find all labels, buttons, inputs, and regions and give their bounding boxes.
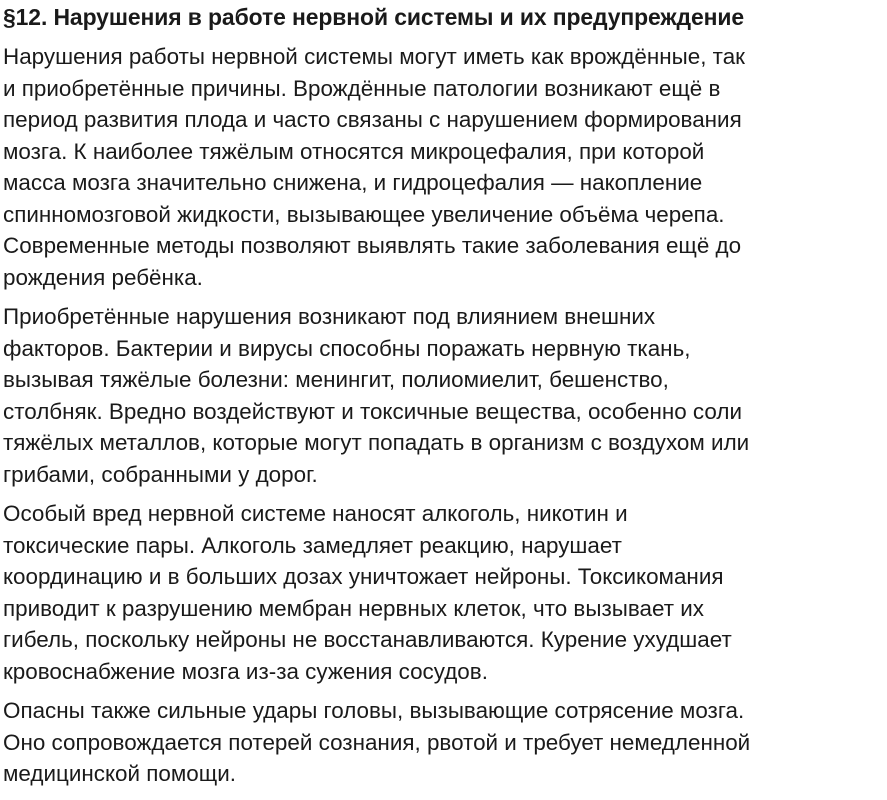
text-line: приводит к разрушению мембран нервных клеток, что вызывает их [3,595,704,621]
text-line: вызывая тяжёлые болезни: менингит, полиомиелит, бешенство, [3,367,669,392]
text-line: грибами, собранными у дорог. [3,461,318,487]
text-line: и приобретённые причины. Врождённые патологии возникают ещё в [3,75,721,101]
text-line: гибель, поскольку нейроны не восстанавливаются. Курение ухудшает [3,627,732,652]
text-line: Особый вред нервной системе наносят алкоголь, никотин и [3,501,628,526]
text-line: тяжёлых металлов, которые могут попадать в организм с воздухом или [3,430,750,455]
text-line: Оно сопровождается потерей сознания, рвотой и требует немедленной [3,729,751,755]
paragraph-injuries [3,695,887,790]
text-line: рождения ребёнка. [3,264,203,290]
text-line: Опасны также сильные удары головы, вызывающие сотрясение мозга. [3,698,745,723]
paragraph-substances [3,498,887,687]
text-line: токсические пары. Алкоголь замедляет реакцию, нарушает [3,532,622,558]
text-line: масса мозга значительно снижена, и гидроцефалия — накопление [3,170,703,195]
text-line: Нарушения работы нервной системы могут иметь как врождённые, так [3,44,745,69]
paragraph-acquired [3,301,887,490]
text-line: Современные методы позволяют выявлять такие заболевания ещё до [3,233,742,258]
text-line: спинномозговой жидкости, вызывающее увеличение объёма черепа. [3,201,725,227]
text-line: Приобретённые нарушения возникают под влиянием внешних [3,304,656,329]
section-title: §12. Нарушения в работе нервной системы и их предупреждение [3,4,745,30]
text-line: столбняк. Вредно воздействуют и токсичные вещества, особенно соли [3,398,742,424]
text-line: координацию и в больших дозах уничтожает нейроны. Токсикомания [3,564,724,589]
text-line: факторов. Бактерии и вирусы способны поражать нервную ткань, [3,335,691,361]
text-line: период развития плода и часто связаны с нарушением формирования [3,107,742,132]
paragraph-congenital [3,41,887,293]
text-line: мозга. К наиболее тяжёлым относятся микроцефалия, при которой [3,138,705,164]
text-line: кровоснабжение мозга из-за сужения сосудов. [3,658,488,684]
text-line: медицинской помощи. [3,761,236,786]
